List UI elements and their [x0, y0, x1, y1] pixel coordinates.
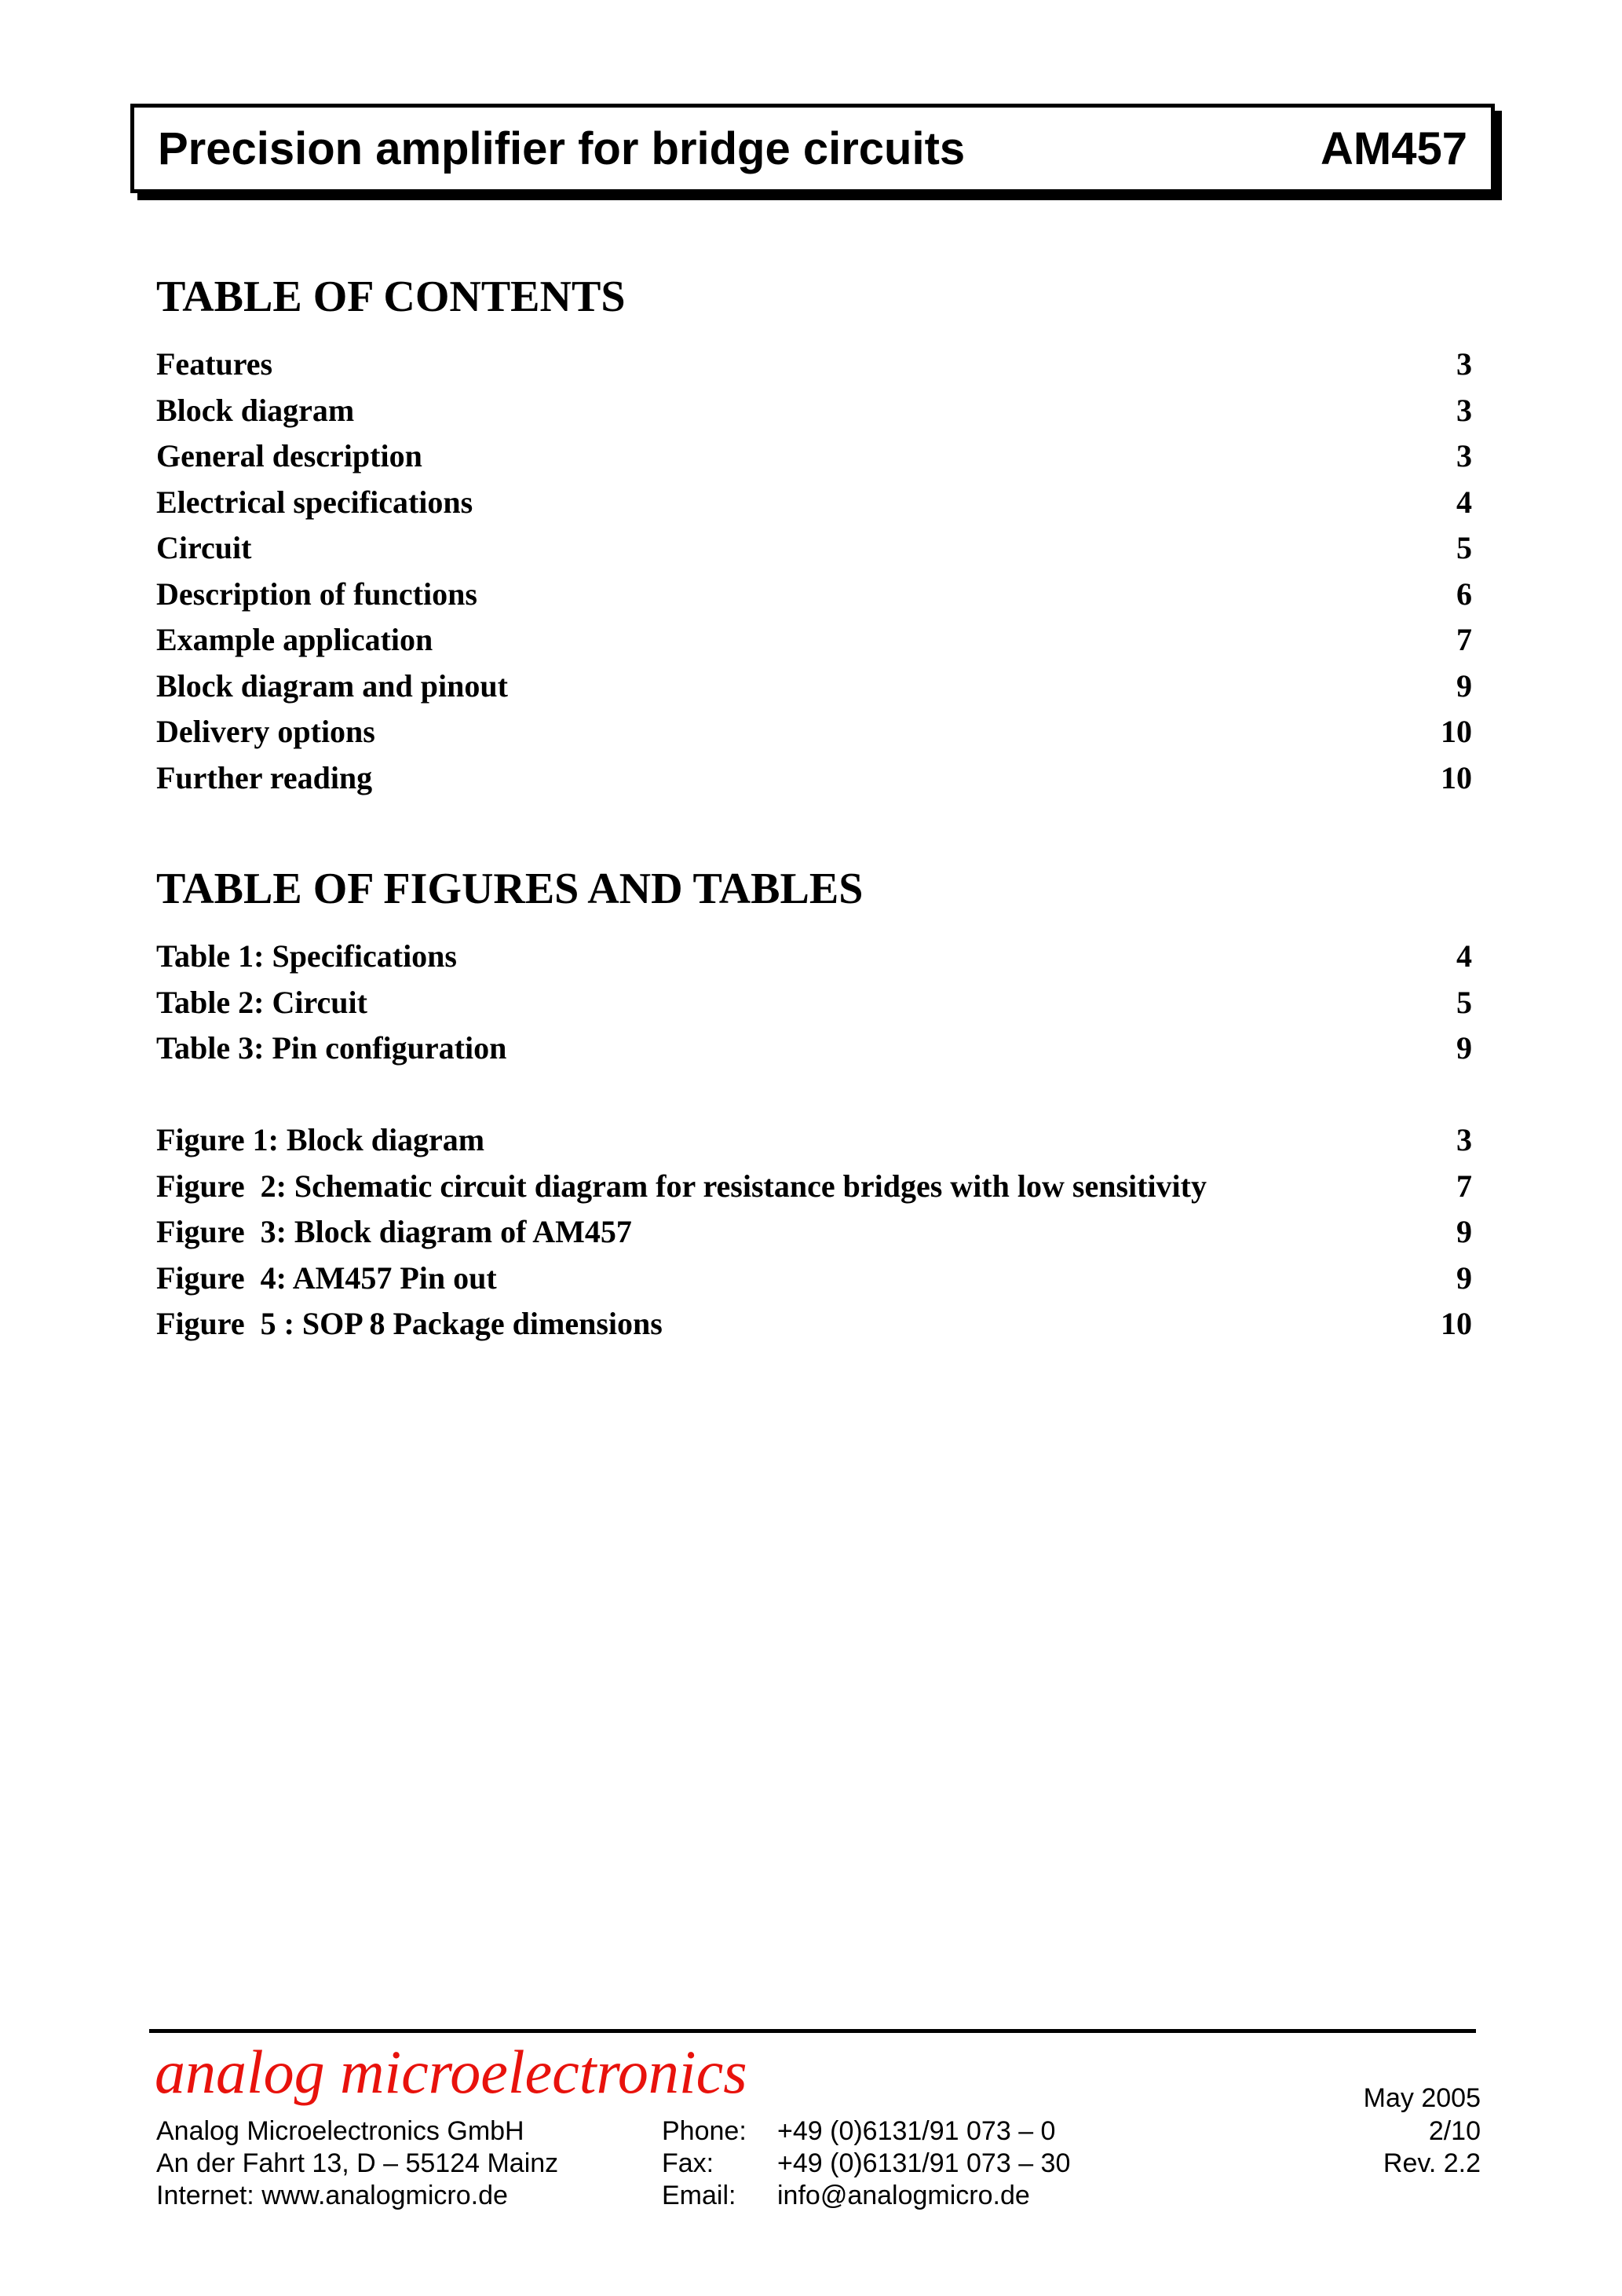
tables-list — [156, 938, 1472, 1076]
figure-entry-page-number: 9 — [1456, 1260, 1472, 1296]
toc-entry-page-number: 3 — [1456, 438, 1472, 473]
toc-list — [156, 345, 1472, 805]
toc-entry-label: General description — [156, 438, 422, 473]
figure-entry[interactable] — [156, 1121, 1472, 1168]
figure-entry[interactable] — [156, 1213, 1472, 1260]
table-entry-page-number: 4 — [1456, 938, 1472, 974]
figure-entry-label: Figure 3: Block diagram of AM457 — [156, 1214, 632, 1249]
toc-entry[interactable] — [156, 713, 1472, 759]
toc-entry[interactable] — [156, 759, 1472, 806]
figures-list — [156, 1121, 1472, 1351]
footer-page-number: 2/10 — [1428, 2116, 1481, 2146]
fax-label: Fax: — [662, 2148, 714, 2178]
figure-entry[interactable] — [156, 1168, 1472, 1214]
phone-number: +49 (0)6131/91 073 – 0 — [777, 2116, 1056, 2146]
toc-entry-page-number: 3 — [1456, 346, 1472, 382]
toc-entry-page-number: 3 — [1456, 392, 1472, 428]
table-entry-page-number: 9 — [1456, 1030, 1472, 1066]
document-title: Precision amplifier for bridge circuits — [158, 122, 966, 174]
table-entry[interactable] — [156, 1029, 1472, 1076]
internet-url[interactable]: www.analogmicro.de — [261, 2181, 508, 2210]
email-label: Email: — [662, 2181, 736, 2210]
footer-date: May 2005 — [1363, 2083, 1481, 2113]
figure-entry-page-number: 10 — [1441, 1306, 1472, 1341]
toc-entry-label: Further reading — [156, 759, 373, 795]
table-entry-label: Table 3: Pin configuration — [156, 1030, 507, 1066]
toc-entry[interactable] — [156, 667, 1472, 714]
figure-entry-label: Figure 1: Block diagram — [156, 1122, 485, 1157]
toc-entry-label: Block diagram — [156, 392, 355, 428]
footer-revision: Rev. 2.2 — [1383, 2148, 1481, 2178]
toc-entry-page-number: 7 — [1456, 622, 1472, 657]
toc-entry[interactable] — [156, 576, 1472, 622]
toc-entry[interactable] — [156, 529, 1472, 576]
toc-heading: TABLE OF CONTENTS — [156, 272, 626, 321]
toc-entry[interactable] — [156, 437, 1472, 484]
figure-entry-page-number: 7 — [1456, 1168, 1472, 1204]
table-entry-label: Table 1: Specifications — [156, 938, 457, 974]
figure-entry-label: Figure 4: AM457 Pin out — [156, 1260, 497, 1296]
table-entry-label: Table 2: Circuit — [156, 984, 367, 1020]
toc-entry[interactable] — [156, 484, 1472, 530]
toc-entry-label: Description of functions — [156, 576, 477, 612]
toc-entry-label: Electrical specifications — [156, 484, 473, 520]
footer-internet — [156, 2180, 508, 2212]
footer-divider — [149, 2029, 1476, 2033]
toc-entry[interactable] — [156, 621, 1472, 667]
footer-address: An der Fahrt 13, D – 55124 Mainz — [156, 2148, 559, 2178]
toc-entry-page-number: 5 — [1456, 530, 1472, 565]
internet-label: Internet: — [156, 2181, 254, 2210]
table-entry[interactable] — [156, 938, 1472, 984]
document-header — [130, 104, 1495, 193]
toc-entry-page-number: 10 — [1441, 714, 1472, 749]
table-entry[interactable] — [156, 984, 1472, 1030]
phone-label: Phone: — [662, 2116, 747, 2146]
email-address[interactable]: info@analogmicro.de — [777, 2181, 1030, 2210]
toc-entry[interactable] — [156, 392, 1472, 438]
toc-entry-label: Circuit — [156, 530, 252, 565]
toc-entry-page-number: 4 — [1456, 484, 1472, 520]
figure-entry[interactable] — [156, 1305, 1472, 1351]
brand-logo-text: analog microelectronics — [155, 2038, 747, 2106]
part-number: AM457 — [1321, 122, 1467, 174]
toc-entry-label: Delivery options — [156, 714, 375, 749]
toc-entry-page-number: 6 — [1456, 576, 1472, 612]
fax-number: +49 (0)6131/91 073 – 30 — [777, 2148, 1071, 2178]
figure-entry-label: Figure 5 : SOP 8 Package dimensions — [156, 1306, 663, 1341]
footer-company: Analog Microelectronics GmbH — [156, 2116, 524, 2146]
toc-entry-page-number: 10 — [1441, 759, 1472, 795]
toc-entry[interactable] — [156, 345, 1472, 392]
toc-entry-label: Example application — [156, 622, 433, 657]
tof-heading: TABLE OF FIGURES AND TABLES — [156, 865, 864, 913]
toc-entry-page-number: 9 — [1456, 667, 1472, 704]
figure-entry-label: Figure 2: Schematic circuit diagram for resistance bridges with low sensitivity — [156, 1168, 1207, 1204]
toc-entry-label: Block diagram and pinout — [156, 667, 508, 704]
figure-entry-page-number: 9 — [1456, 1214, 1472, 1249]
toc-entry-label: Features — [156, 346, 273, 382]
figure-entry[interactable] — [156, 1260, 1472, 1306]
figure-entry-page-number: 3 — [1456, 1122, 1472, 1157]
table-entry-page-number: 5 — [1456, 984, 1472, 1020]
